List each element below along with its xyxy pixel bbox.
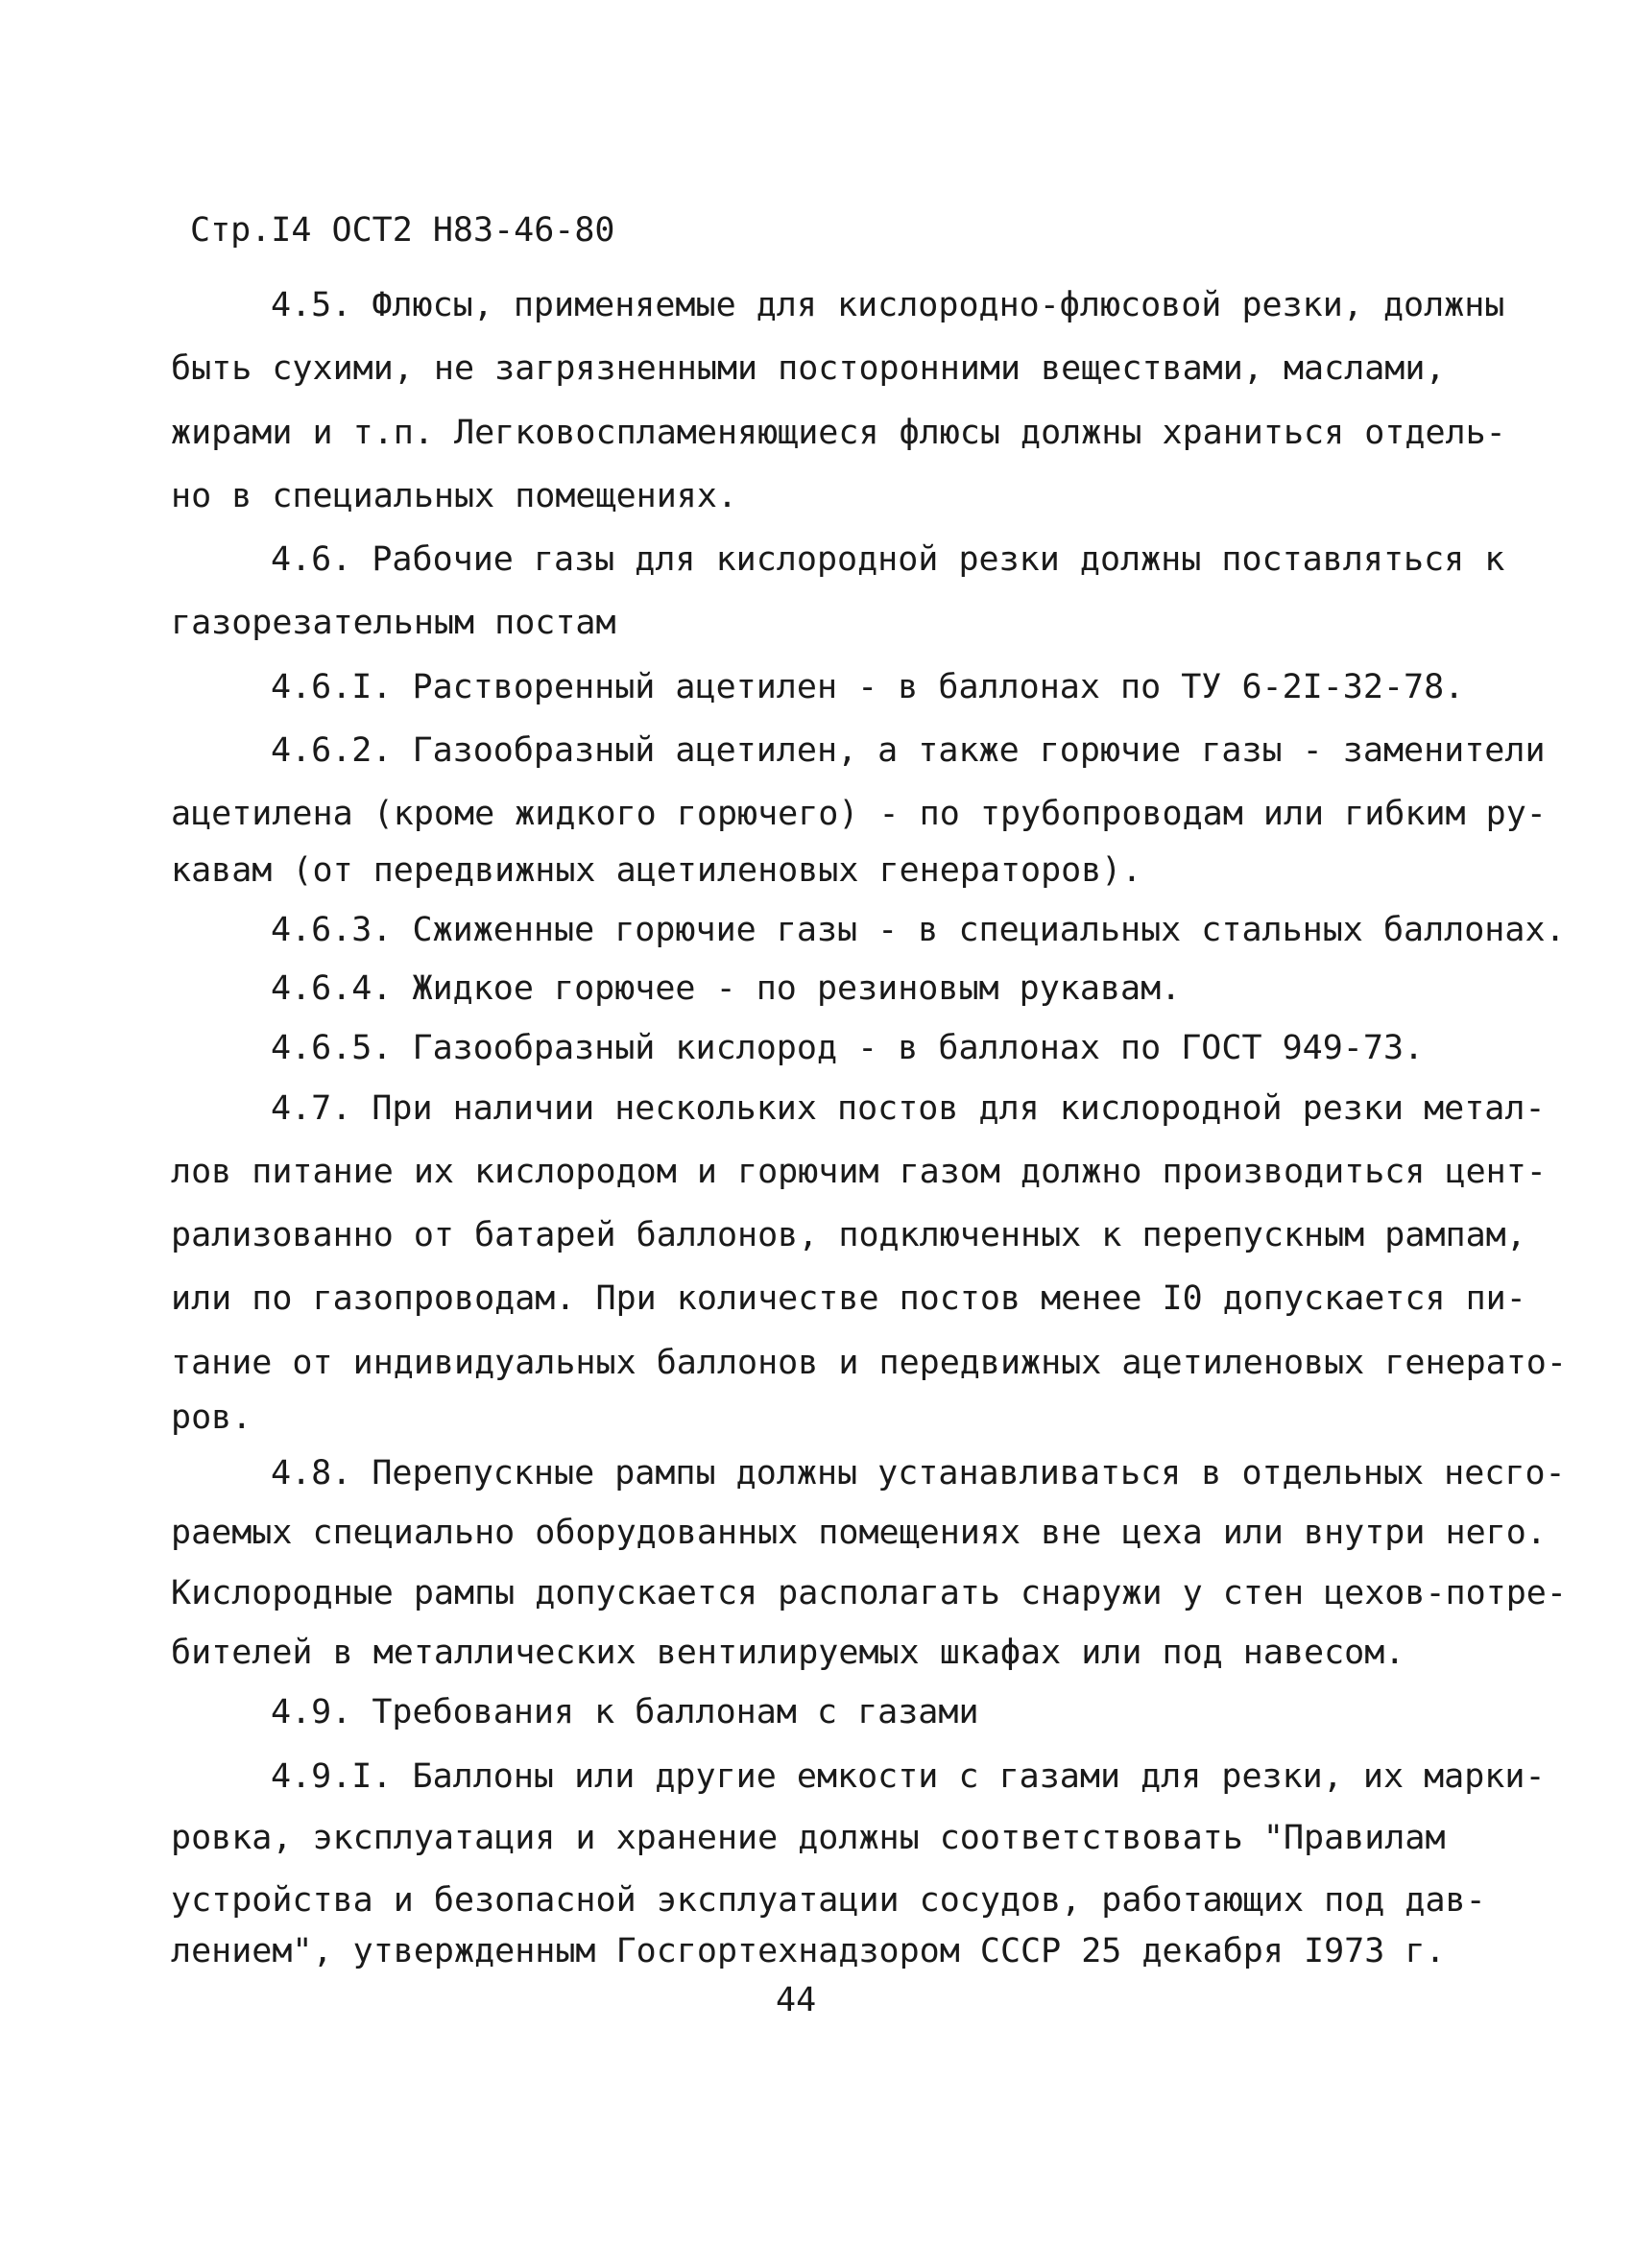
text-line: 4.6.3. Сжиженные горючие газы - в специальных стальных баллонах. [271,911,1566,949]
text-line: рализованно от батарей баллонов, подключенных к перепускным рампам, [171,1216,1526,1254]
text-line: Кислородные рампы допускается располагать снаружи у стен цехов-потре- [171,1574,1567,1612]
text-line: кавам (от передвижных ацетиленовых генераторов). [171,851,1142,890]
text-line: раемых специально оборудованных помещениях вне цеха или внутри него. [171,1514,1547,1552]
text-line: ровка, эксплуатация и хранение должны соответствовать "Правилам [171,1819,1446,1857]
text-line: ров. [171,1398,252,1437]
text-line: лов питание их кислородом и горючим газом должно производиться цент- [171,1153,1547,1191]
text-line: 4.6.5. Газообразный кислород - в баллонах по ГОСТ 949-73. [271,1029,1425,1067]
text-line: 4.8. Перепускные рампы должны устанавливаться в отдельных несго- [271,1454,1566,1492]
text-line: 4.9. Требования к баллонам с газами [271,1693,979,1731]
text-line: 4.7. При наличии нескольких постов для кислородной резки метал- [271,1089,1546,1128]
text-line: 4.5. Флюсы, применяемые для кислородно-флюсовой резки, должны [271,286,1505,324]
text-line: бителей в металлических вентилируемых шкафах или под навесом. [171,1634,1405,1672]
text-line: газорезательным постам [171,604,616,642]
text-line: 4.6.2. Газообразный ацетилен, а также горючие газы - заменители [271,731,1546,770]
text-line: но в специальных помещениях. [171,477,738,515]
text-line: жирами и т.п. Легковоспламеняющиеся флюсы должны храниться отдель- [171,414,1506,452]
page-number: 44 [776,1981,817,2019]
text-line: 4.9.I. Баллоны или другие емкости с газами для резки, их марки- [271,1757,1546,1796]
text-line: или по газопроводам. При количестве постов менее I0 допускается пи- [171,1279,1526,1318]
text-line: 4.6.4. Жидкое горючее - по резиновым рукавам. [271,969,1182,1008]
text-line: 4.6. Рабочие газы для кислородной резки должны поставляться к [271,540,1505,579]
text-line: 4.6.I. Растворенный ацетилен - в баллонах по ТУ 6-2I-32-78. [271,668,1465,706]
page-header: Стр.I4 ОСТ2 Н83-46-80 [190,211,615,250]
text-line: тание от индивидуальных баллонов и передвижных ацетиленовых генерато- [171,1344,1567,1382]
text-line: лением", утвержденным Госгортехнадзором СССР 25 декабря I973 г. [171,1932,1446,1970]
text-line: ацетилена (кроме жидкого горючего) - по трубопроводам или гибким ру- [171,795,1547,833]
text-line: быть сухими, не загрязненными посторонними веществами, маслами, [171,349,1446,388]
text-line: устройства и безопасной эксплуатации сосудов, работающих под дав- [171,1881,1486,1920]
